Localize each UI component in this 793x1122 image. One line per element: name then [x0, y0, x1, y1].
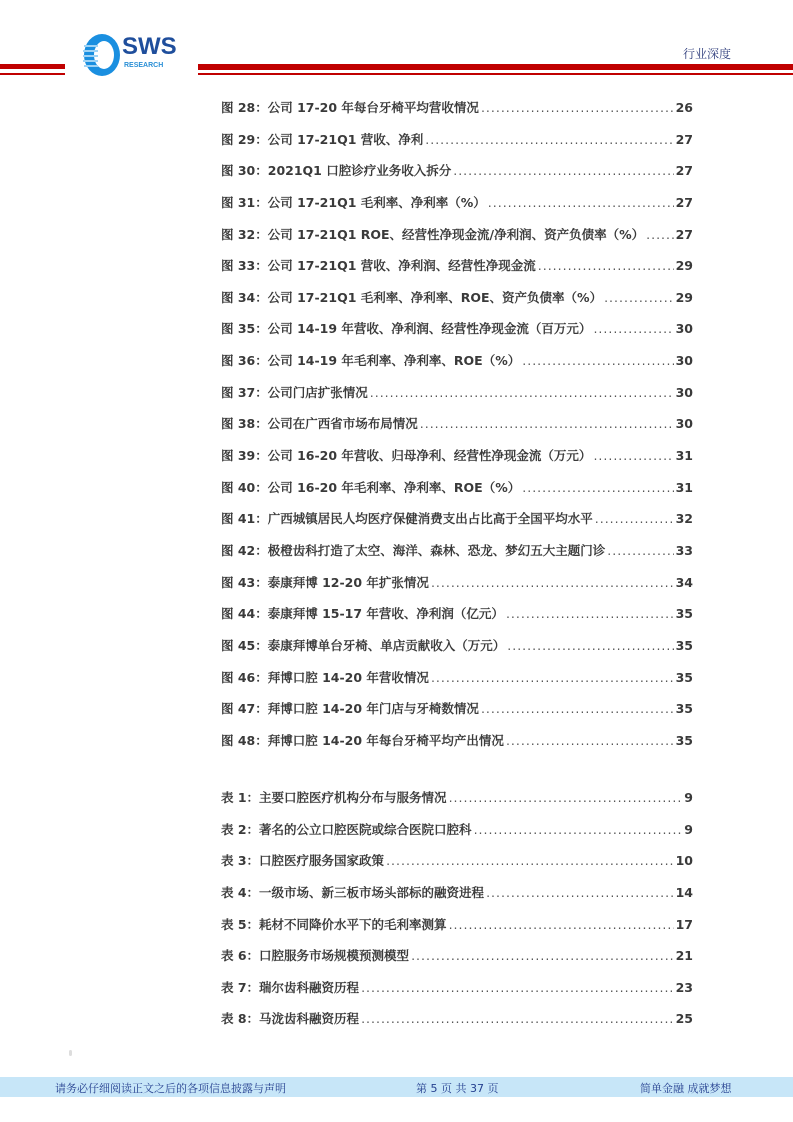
toc-figure-entry[interactable]: [221, 541, 693, 573]
toc-figure-entry[interactable]: [221, 699, 693, 731]
entry-title: 图 39：公司 16-20 年营收、归母净利、经营性净现金流（万元）: [221, 448, 592, 464]
entry-page-number: 33: [675, 542, 693, 558]
entry-page-number: 31: [675, 448, 693, 464]
leader-dots: [481, 701, 674, 716]
entry-page-number: 9: [684, 790, 693, 805]
toc-figure-entry[interactable]: [221, 509, 693, 541]
table-list: [221, 788, 693, 1041]
toc-figure-entry[interactable]: [221, 225, 693, 257]
entry-page-number: 9: [684, 821, 693, 837]
toc-figure-entry[interactable]: [221, 130, 693, 162]
entry-title: 图 42：极橙齿科打造了太空、海洋、森林、恐龙、梦幻五大主题门诊: [221, 542, 606, 558]
leader-dots: [607, 543, 673, 558]
toc-figure-entry[interactable]: [221, 668, 693, 700]
entry-page-number: 35: [675, 669, 693, 685]
entry-page-number: 23: [675, 979, 693, 995]
entry-page-number: 35: [675, 637, 693, 653]
leader-dots: [538, 258, 674, 273]
figure-list: [221, 98, 693, 762]
entry-title: 表 1：主要口腔医疗机构分布与服务情况: [221, 790, 447, 805]
entry-title: 表 5：耗材不同降价水平下的毛利率测算: [221, 916, 447, 932]
entry-title: 图 34：公司 17-21Q1 毛利率、净利率、ROE、资产负债率（%）: [221, 289, 603, 305]
page-mark: [69, 1050, 72, 1056]
entry-title: 表 7：瑞尔齿科融资历程: [221, 979, 360, 995]
leader-dots: [411, 948, 674, 963]
toc-table-entry[interactable]: [221, 820, 693, 852]
logo-emblem-icon: [82, 33, 122, 77]
entry-page-number: 29: [675, 258, 693, 274]
leader-dots: [361, 1011, 674, 1026]
leader-dots: [481, 100, 674, 115]
entry-page-number: 26: [675, 100, 693, 115]
entry-title: 图 47：拜博口腔 14-20 年门店与牙椅数情况: [221, 701, 479, 717]
toc-figure-entry[interactable]: [221, 193, 693, 225]
toc-figure-entry[interactable]: [221, 98, 693, 130]
leader-dots: [593, 321, 673, 336]
entry-page-number: 27: [675, 131, 693, 147]
leader-dots: [522, 480, 673, 495]
header-rule-right-thick: [198, 64, 793, 70]
entry-title: 图 44：泰康拜博 15-17 年营收、净利润（亿元）: [221, 606, 504, 622]
toc-figure-entry[interactable]: [221, 731, 693, 763]
entry-title: 图 29：公司 17-21Q1 营收、净利: [221, 131, 424, 147]
toc-figure-entry[interactable]: [221, 573, 693, 605]
entry-title: 表 8：马泷齿科融资历程: [221, 1011, 360, 1027]
entry-page-number: 35: [675, 732, 693, 748]
toc-figure-entry[interactable]: [221, 351, 693, 383]
toc-table-entry[interactable]: [221, 788, 693, 820]
entry-page-number: 29: [675, 289, 693, 305]
footer-slogan: 简单金融 成就梦想: [640, 1082, 732, 1095]
entry-title: 图 38：公司在广西省市场布局情况: [221, 416, 418, 432]
entry-title: 表 6：口腔服务市场规模预测模型: [221, 948, 410, 964]
entry-title: 图 30：2021Q1 口腔诊疗业务收入拆分: [221, 163, 452, 179]
leader-dots: [474, 822, 683, 837]
leader-dots: [488, 195, 674, 210]
entry-page-number: 27: [675, 163, 693, 179]
toc-table-entry[interactable]: [221, 915, 693, 947]
entry-page-number: 32: [675, 511, 693, 527]
entry-title: 图 32：公司 17-21Q1 ROE、经营性净现金流/净利润、资产负债率（%）: [221, 226, 645, 242]
entry-page-number: 14: [675, 884, 693, 900]
footer-band: [0, 1077, 793, 1097]
entry-title: 图 41：广西城镇居民人均医疗保健消费支出占比高于全国平均水平: [221, 511, 593, 527]
toc-table-entry[interactable]: [221, 1009, 693, 1041]
leader-dots: [431, 575, 674, 590]
leader-dots: [370, 385, 674, 400]
toc-figure-entry[interactable]: [221, 414, 693, 446]
entry-page-number: 21: [675, 948, 693, 964]
toc-figure-entry[interactable]: [221, 446, 693, 478]
entry-title: 表 3：口腔医疗服务国家政策: [221, 853, 385, 869]
entry-page-number: 27: [675, 194, 693, 210]
entry-page-number: 35: [675, 606, 693, 622]
report-type-label: 行业深度: [682, 47, 731, 61]
entry-page-number: 10: [675, 853, 693, 869]
entry-title: 图 48：拜博口腔 14-20 年每台牙椅平均产出情况: [221, 732, 504, 748]
footer-disclaimer: 请务必仔细阅读正文之后的各项信息披露与声明: [55, 1082, 286, 1095]
entry-title: 表 2：著名的公立口腔医院或综合医院口腔科: [221, 821, 472, 837]
leader-dots: [449, 917, 674, 932]
entry-title: 图 46：拜博口腔 14-20 年营收情况: [221, 669, 429, 685]
leader-dots: [604, 290, 674, 305]
leader-dots: [522, 353, 673, 368]
entry-title: 图 40：公司 16-20 年毛利率、净利率、ROE（%）: [221, 479, 521, 495]
leader-dots: [453, 163, 673, 178]
leader-dots: [431, 670, 674, 685]
entry-page-number: 34: [675, 574, 693, 590]
leader-dots: [449, 790, 683, 805]
entry-title: 图 28：公司 17-20 年每台牙椅平均营收情况: [221, 100, 479, 115]
header-rule-left-thick: [0, 64, 65, 69]
entry-page-number: 30: [675, 321, 693, 337]
toc-figure-entry[interactable]: [221, 319, 693, 351]
sws-logo: [82, 33, 192, 77]
entry-page-number: 35: [675, 701, 693, 717]
entry-page-number: 30: [675, 416, 693, 432]
toc-figure-entry[interactable]: [221, 636, 693, 668]
toc-figure-entry[interactable]: [221, 383, 693, 415]
entry-title: 图 37：公司门店扩张情况: [221, 384, 368, 400]
leader-dots: [507, 638, 673, 653]
entry-page-number: 31: [675, 479, 693, 495]
toc-figure-entry[interactable]: [221, 478, 693, 510]
toc-figure-entry[interactable]: [221, 288, 693, 320]
toc-figure-entry[interactable]: [221, 604, 693, 636]
entry-title: 图 36：公司 14-19 年毛利率、净利率、ROE（%）: [221, 353, 521, 369]
header-rule-left-thin: [0, 73, 65, 75]
entry-title: 图 45：泰康拜博单台牙椅、单店贡献收入（万元）: [221, 637, 506, 653]
leader-dots: [593, 448, 673, 463]
leader-dots: [506, 606, 674, 621]
leader-dots: [425, 132, 673, 147]
leader-dots: [506, 733, 674, 748]
entry-page-number: 25: [675, 1011, 693, 1027]
entry-title: 表 4：一级市场、新三板市场头部标的融资进程: [221, 884, 485, 900]
leader-dots: [486, 885, 674, 900]
entry-page-number: 30: [675, 353, 693, 369]
entry-page-number: 27: [675, 226, 693, 242]
toc-table-entry[interactable]: [221, 978, 693, 1010]
entry-page-number: 17: [675, 916, 693, 932]
toc-figure-entry[interactable]: [221, 256, 693, 288]
logo-subtext: RESEARCH: [124, 62, 164, 69]
footer-page-info: 第 5 页 共 37 页: [416, 1082, 499, 1095]
entry-page-number: 30: [675, 384, 693, 400]
header-rule-right-thin: [198, 73, 793, 75]
entry-title: 图 35：公司 14-19 年营收、净利润、经营性净现金流（百万元）: [221, 321, 592, 337]
toc-table-entry[interactable]: [221, 883, 693, 915]
toc-figure-entry[interactable]: [221, 161, 693, 193]
leader-dots: [420, 416, 674, 431]
toc-table-entry[interactable]: [221, 851, 693, 883]
logo-text: SWS: [122, 33, 177, 60]
toc-table-entry[interactable]: [221, 946, 693, 978]
entry-title: 图 43：泰康拜博 12-20 年扩张情况: [221, 574, 429, 590]
leader-dots: [386, 853, 674, 868]
leader-dots: [361, 980, 674, 995]
entry-title: 图 31：公司 17-21Q1 毛利率、净利率（%）: [221, 194, 486, 210]
leader-dots: [595, 511, 674, 526]
entry-title: 图 33：公司 17-21Q1 营收、净利润、经营性净现金流: [221, 258, 536, 274]
leader-dots: [646, 227, 673, 242]
